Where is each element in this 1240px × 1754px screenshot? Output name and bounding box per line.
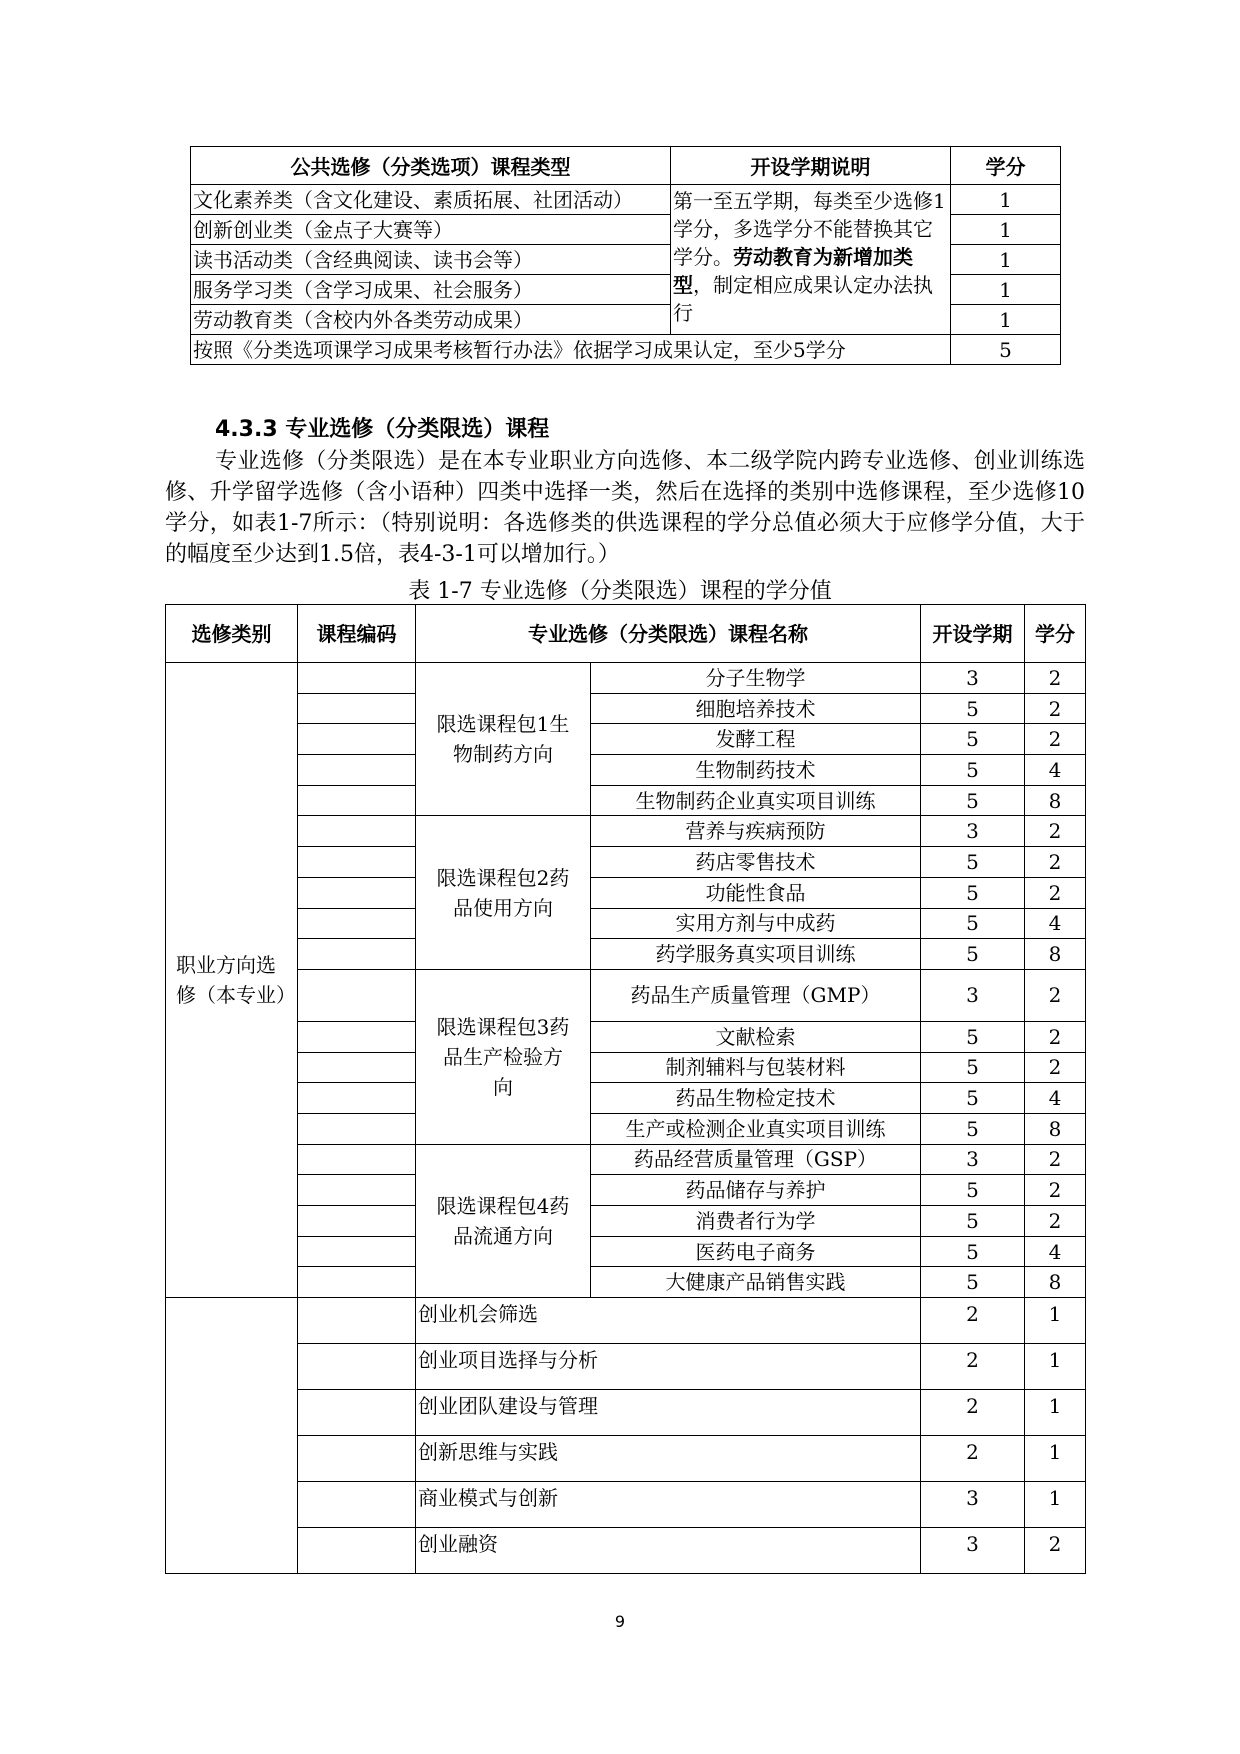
table-row [166, 785, 1086, 816]
course-code [298, 1436, 416, 1482]
course-name: 药学服务真实项目训练 [591, 939, 921, 970]
course-credit: 2 [1025, 877, 1086, 908]
col-header-type: 公共选修（分类选项）课程类型 [191, 147, 671, 185]
course-code [298, 1482, 416, 1528]
course-semester: 5 [921, 1175, 1025, 1206]
col-header-category: 选修类别 [166, 605, 298, 663]
table-row [166, 1206, 1086, 1237]
table-row [166, 1482, 1086, 1528]
course-code [298, 877, 416, 908]
package-2-label: 限选课程包2药品使用方向 [416, 816, 591, 969]
course-code [298, 755, 416, 786]
course-semester: 5 [921, 1113, 1025, 1144]
course-semester: 3 [921, 1144, 1025, 1175]
course-code [298, 939, 416, 970]
course-code [298, 908, 416, 939]
course-semester: 5 [921, 755, 1025, 786]
category-career: 职业方向选修（本专业） [166, 663, 298, 1298]
course-semester: 3 [921, 1528, 1025, 1574]
course-semester: 3 [921, 1482, 1025, 1528]
course-credit: 2 [1025, 816, 1086, 847]
course-name: 创业项目选择与分析 [416, 1344, 921, 1390]
course-name: 生物制药企业真实项目训练 [591, 785, 921, 816]
course-semester: 3 [921, 816, 1025, 847]
summary-credit: 5 [951, 335, 1061, 365]
table-row [166, 724, 1086, 755]
table-row [166, 1113, 1086, 1144]
package-4-label: 限选课程包4药品流通方向 [416, 1144, 591, 1297]
course-name: 创新思维与实践 [416, 1436, 921, 1482]
course-semester: 5 [921, 1206, 1025, 1237]
col-header-code: 课程编码 [298, 605, 416, 663]
course-semester: 3 [921, 969, 1025, 1021]
course-code [298, 1175, 416, 1206]
course-name: 医药电子商务 [591, 1236, 921, 1267]
course-name: 药品生产质量管理（GMP） [591, 969, 921, 1021]
course-credit: 2 [1025, 1021, 1086, 1052]
course-semester: 5 [921, 847, 1025, 878]
section-heading: 4.3.3 专业选修（分类限选）课程 [215, 417, 550, 442]
course-name: 生物制药技术 [591, 755, 921, 786]
course-code [298, 1298, 416, 1344]
course-name: 商业模式与创新 [416, 1482, 921, 1528]
credit: 1 [951, 305, 1061, 335]
public-elective-table [190, 146, 1061, 365]
course-type: 服务学习类（含学习成果、社会服务） [191, 275, 671, 305]
course-name: 发酵工程 [591, 724, 921, 755]
course-code [298, 1236, 416, 1267]
credit: 1 [951, 185, 1061, 215]
course-type: 文化素养类（含文化建设、素质拓展、社团活动） [191, 185, 671, 215]
professional-elective-table [165, 604, 1086, 1574]
table-row [166, 1344, 1086, 1390]
course-name: 实用方剂与中成药 [591, 908, 921, 939]
table-caption: 表 1-7 专业选修（分类限选）课程的学分值 [408, 579, 832, 604]
course-semester: 5 [921, 785, 1025, 816]
table-row [166, 939, 1086, 970]
table-row [166, 1083, 1086, 1114]
course-semester: 3 [921, 663, 1025, 694]
course-credit: 2 [1025, 1144, 1086, 1175]
course-name: 创业融资 [416, 1528, 921, 1574]
course-name: 药品储存与养护 [591, 1175, 921, 1206]
course-code [298, 969, 416, 1021]
course-semester: 5 [921, 1236, 1025, 1267]
course-name: 药店零售技术 [591, 847, 921, 878]
course-name: 生产或检测企业真实项目训练 [591, 1113, 921, 1144]
table-row [166, 908, 1086, 939]
course-credit: 2 [1025, 969, 1086, 1021]
course-name: 消费者行为学 [591, 1206, 921, 1237]
course-semester: 5 [921, 1052, 1025, 1083]
course-semester: 5 [921, 908, 1025, 939]
course-code [298, 1206, 416, 1237]
course-semester: 2 [921, 1298, 1025, 1344]
course-credit: 4 [1025, 755, 1086, 786]
course-code [298, 1528, 416, 1574]
table-row [166, 1267, 1086, 1298]
course-credit: 2 [1025, 1206, 1086, 1237]
col-header-semester: 开设学期 [921, 605, 1025, 663]
course-credit: 4 [1025, 908, 1086, 939]
credit: 1 [951, 245, 1061, 275]
table-row [166, 663, 1086, 694]
credit: 1 [951, 275, 1061, 305]
course-semester: 5 [921, 1083, 1025, 1114]
table-row [166, 816, 1086, 847]
course-name: 细胞培养技术 [591, 693, 921, 724]
table-row [166, 1436, 1086, 1482]
package-3-label: 限选课程包3药品生产检验方向 [416, 969, 591, 1144]
course-semester: 5 [921, 724, 1025, 755]
course-credit: 8 [1025, 1113, 1086, 1144]
course-code [298, 1021, 416, 1052]
section-paragraph: 专业选修（分类限选）是在本专业职业方向选修、本二级学院内跨专业选修、创业训练选修、升学留学选修（含小语种）四类中选择一类，然后在选择的类别中选修课程，至少选修10学分，如表1-7所示：（特别说明：各选修类的供选课程的学分总值必须大于应修学分值，大于的幅度至少达到1.5倍，表4-3-1可以增加行。） [165, 449, 1085, 567]
course-code [298, 847, 416, 878]
table-row [166, 1052, 1086, 1083]
course-credit: 2 [1025, 1175, 1086, 1206]
course-credit: 8 [1025, 1267, 1086, 1298]
course-code [298, 1052, 416, 1083]
col-header-credit: 学分 [1025, 605, 1086, 663]
summary-text: 按照《分类选项课学习成果考核暂行办法》依据学习成果认定，至少5学分 [191, 335, 951, 365]
course-credit: 8 [1025, 785, 1086, 816]
course-semester: 5 [921, 877, 1025, 908]
course-semester: 5 [921, 1021, 1025, 1052]
course-name: 分子生物学 [591, 663, 921, 694]
course-type: 读书活动类（含经典阅读、读书会等） [191, 245, 671, 275]
course-type: 创新创业类（金点子大赛等） [191, 215, 671, 245]
course-name: 创业机会筛选 [416, 1298, 921, 1344]
table-row [166, 1390, 1086, 1436]
course-code [298, 816, 416, 847]
course-semester: 5 [921, 693, 1025, 724]
course-name: 营养与疾病预防 [591, 816, 921, 847]
course-name: 药品经营质量管理（GSP） [591, 1144, 921, 1175]
course-code [298, 663, 416, 694]
course-code [298, 1113, 416, 1144]
table-row [166, 969, 1086, 1021]
course-name: 创业团队建设与管理 [416, 1390, 921, 1436]
course-code [298, 785, 416, 816]
course-name: 功能性食品 [591, 877, 921, 908]
course-name: 文献检索 [591, 1021, 921, 1052]
table-row [166, 1144, 1086, 1175]
course-credit: 1 [1025, 1482, 1086, 1528]
course-credit: 2 [1025, 1052, 1086, 1083]
table-row [191, 185, 1061, 215]
table-row [166, 1298, 1086, 1344]
course-name: 药品生物检定技术 [591, 1083, 921, 1114]
table-row [166, 1175, 1086, 1206]
table-row [166, 1021, 1086, 1052]
course-type: 劳动教育类（含校内外各类劳动成果） [191, 305, 671, 335]
course-name: 大健康产品销售实践 [591, 1267, 921, 1298]
course-credit: 1 [1025, 1436, 1086, 1482]
course-code [298, 1083, 416, 1114]
table-row [166, 693, 1086, 724]
col-header-credit: 学分 [951, 147, 1061, 185]
course-code [298, 693, 416, 724]
course-semester: 2 [921, 1436, 1025, 1482]
course-credit: 1 [1025, 1298, 1086, 1344]
col-header-semester-note: 开设学期说明 [671, 147, 951, 185]
table-row [166, 847, 1086, 878]
course-credit: 2 [1025, 693, 1086, 724]
course-name: 制剂辅料与包装材料 [591, 1052, 921, 1083]
table-row [166, 1236, 1086, 1267]
course-code [298, 1344, 416, 1390]
page-number: 9 [614, 1612, 626, 1631]
course-code [298, 1390, 416, 1436]
semester-note: 第一至五学期，每类至少选修1学分，多选学分不能替换其它学分。劳动教育为新增加类型，制定相应成果认定办法执行 [671, 185, 951, 335]
course-credit: 2 [1025, 847, 1086, 878]
credit: 1 [951, 215, 1061, 245]
course-credit: 1 [1025, 1390, 1086, 1436]
course-credit: 4 [1025, 1236, 1086, 1267]
course-semester: 5 [921, 939, 1025, 970]
table-row [166, 755, 1086, 786]
package-1-label: 限选课程包1生物制药方向 [416, 663, 591, 816]
category-entrepreneurship [166, 1298, 298, 1574]
course-code [298, 1144, 416, 1175]
course-semester: 5 [921, 1267, 1025, 1298]
course-semester: 2 [921, 1344, 1025, 1390]
table-row [166, 1528, 1086, 1574]
table-row [166, 877, 1086, 908]
course-credit: 8 [1025, 939, 1086, 970]
course-semester: 2 [921, 1390, 1025, 1436]
course-credit: 4 [1025, 1083, 1086, 1114]
course-code [298, 1267, 416, 1298]
course-credit: 1 [1025, 1344, 1086, 1390]
table-row-summary [191, 335, 1061, 365]
course-credit: 2 [1025, 1528, 1086, 1574]
course-credit: 2 [1025, 724, 1086, 755]
col-header-name: 专业选修（分类限选）课程名称 [416, 605, 921, 663]
course-code [298, 724, 416, 755]
course-credit: 2 [1025, 663, 1086, 694]
